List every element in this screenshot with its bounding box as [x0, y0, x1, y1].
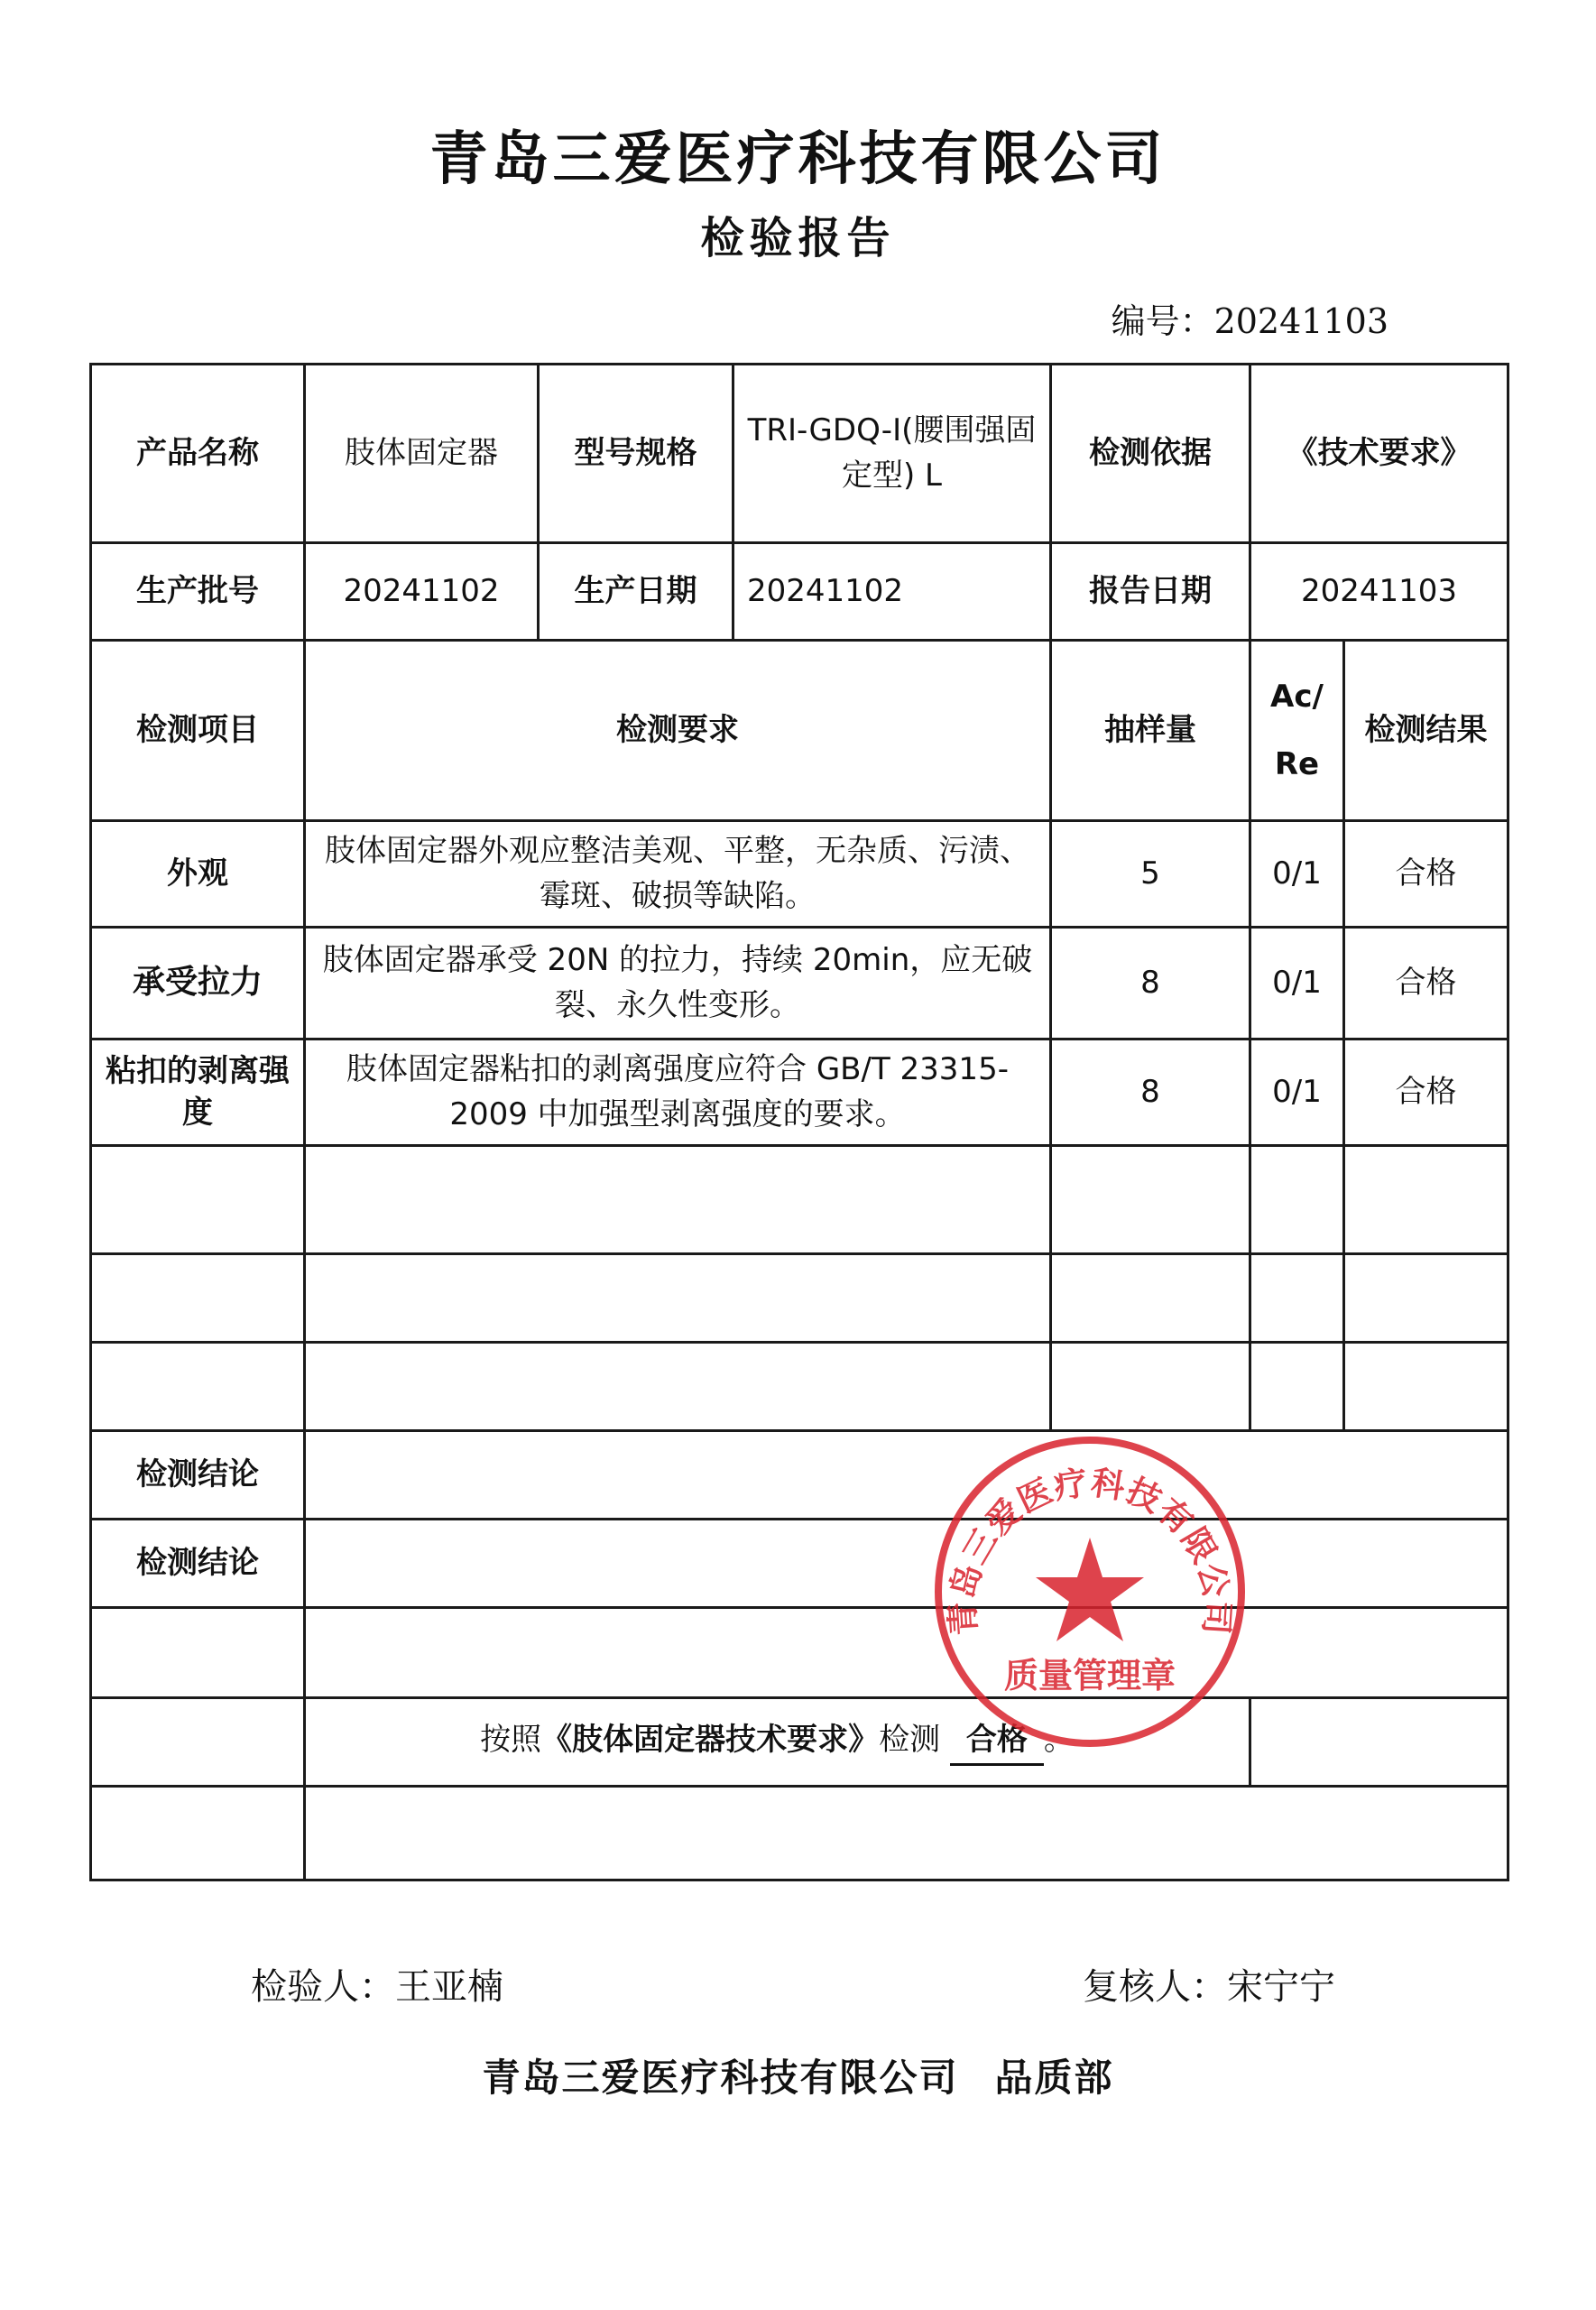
test-requirement: 肢体固定器粘扣的剥离强度应符合 GB/T 23315-2009 中加强型剥离强度的要求。	[305, 1040, 1051, 1146]
conclusion-row-2	[91, 1520, 1508, 1608]
report-number-value: 20241103	[1213, 301, 1388, 341]
conclusion-suffix: 。	[1043, 1722, 1075, 1759]
empty-row	[91, 1254, 1508, 1343]
reviewer-name: 宋宁宁	[1227, 1966, 1335, 2008]
model-label: 型号规格	[539, 365, 733, 543]
report-number-label: 编号：	[1111, 301, 1214, 341]
test-item: 承受拉力	[91, 928, 305, 1040]
basis-value: 《技术要求》	[1250, 365, 1508, 543]
header-acre	[1250, 641, 1344, 821]
test-sample: 5	[1051, 821, 1250, 928]
product-name-label: 产品名称	[91, 365, 305, 543]
batch-label: 生产批号	[91, 543, 305, 641]
conclusion-text-row	[91, 1698, 1508, 1787]
inspector	[251, 1958, 503, 2010]
svg-text:青岛三爱医疗科技有限公司: 青岛三爱医疗科技有限公司	[943, 1463, 1237, 1637]
test-sample: 8	[1051, 928, 1250, 1040]
prod-date-label: 生产日期	[539, 543, 733, 641]
empty-row	[91, 1608, 1508, 1698]
prod-date-value: 20241102	[733, 543, 1051, 641]
reviewer-label: 复核人：	[1083, 1966, 1227, 2008]
conclusion-doc: 《肢体固定器技术要求》	[541, 1722, 880, 1759]
model-value: TRI-GDQ-I(腰围强固定型) L	[733, 365, 1051, 543]
test-item: 粘扣的剥离强度	[91, 1040, 305, 1146]
info-row-1	[91, 365, 1508, 543]
test-acre: 0/1	[1250, 821, 1344, 928]
test-result: 合格	[1344, 928, 1508, 1040]
test-requirement: 肢体固定器外观应整洁美观、平整，无杂质、污渍、霉斑、破损等缺陷。	[305, 821, 1051, 928]
conclusion-mid: 检测	[879, 1722, 941, 1759]
conclusion-label-2: 检测结论	[91, 1520, 305, 1608]
product-name-value: 肢体固定器	[305, 365, 539, 543]
test-requirement: 肢体固定器承受 20N 的拉力，持续 20min，应无破裂、永久性变形。	[305, 928, 1051, 1040]
report-date-label: 报告日期	[1051, 543, 1250, 641]
empty-row	[91, 1146, 1508, 1254]
test-sample: 8	[1051, 1040, 1250, 1146]
report-date-value: 20241103	[1250, 543, 1508, 641]
header-acre-bottom: Re	[1274, 745, 1320, 782]
report-title: 检验报告	[700, 213, 896, 263]
test-result: 合格	[1344, 821, 1508, 928]
inspector-label: 检验人：	[251, 1966, 395, 2008]
table-row	[91, 928, 1508, 1040]
reviewer	[1083, 1958, 1335, 2010]
company-title: 青岛三爱医疗科技有限公司	[429, 126, 1167, 193]
header-requirement: 检测要求	[305, 641, 1051, 821]
footer-company: 青岛三爱医疗科技有限公司	[482, 2056, 959, 2100]
inspector-name: 王亚楠	[395, 1966, 503, 2008]
company-seal-stamp	[931, 1433, 1249, 1751]
conclusion-label-1: 检测结论	[91, 1431, 305, 1520]
report-number	[1112, 293, 1388, 343]
conclusion-prefix: 按照	[480, 1722, 542, 1759]
table-row	[91, 1040, 1508, 1146]
test-acre: 0/1	[1250, 1040, 1344, 1146]
test-result: 合格	[1344, 1040, 1508, 1146]
header-sample: 抽样量	[1051, 641, 1250, 821]
info-row-2	[91, 543, 1508, 641]
test-header-row	[91, 641, 1508, 821]
svg-text:质量管理章: 质量管理章	[1003, 1656, 1176, 1696]
basis-label: 检测依据	[1051, 365, 1250, 543]
footer-dept: 品质部	[994, 2056, 1114, 2100]
header-result: 检测结果	[1344, 641, 1508, 821]
header-item: 检测项目	[91, 641, 305, 821]
empty-row	[91, 1787, 1508, 1880]
inspection-table	[89, 363, 1509, 1881]
table-row	[91, 821, 1508, 928]
test-acre: 0/1	[1250, 928, 1344, 1040]
batch-value: 20241102	[305, 543, 539, 641]
header-acre-top: Ac/	[1270, 678, 1324, 715]
conclusion-value: 合格	[950, 1718, 1044, 1765]
test-item: 外观	[91, 821, 305, 928]
footer	[0, 2048, 1596, 2102]
empty-row	[91, 1343, 1508, 1431]
conclusion-row-1	[91, 1431, 1508, 1520]
